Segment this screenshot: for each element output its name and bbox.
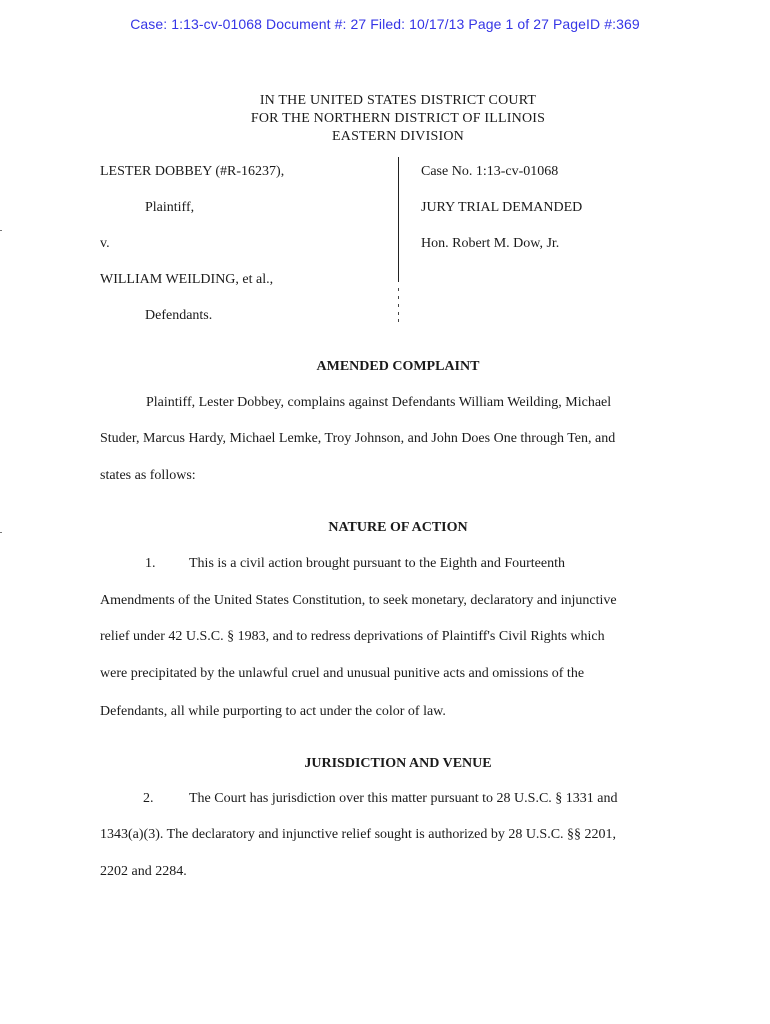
para1-line-5: Defendants, all while purporting to act under the color of law. (100, 704, 446, 719)
para2-line-3: 2202 and 2284. (100, 864, 187, 879)
paragraph-number-1: 1. (145, 556, 156, 571)
para1-line-1: This is a civil action brought pursuant to the Eighth and Fourteenth (189, 556, 565, 571)
plaintiff-name: LESTER DOBBEY (#R-16237), (100, 164, 285, 179)
caption-divider-dot (398, 304, 399, 307)
scan-margin-mark (0, 532, 2, 533)
intro-line-2: Studer, Marcus Hardy, Michael Lemke, Troy Johnson, and John Does One through Ten, and (100, 431, 616, 446)
caption-divider-dot (398, 319, 399, 322)
document-title: AMENDED COMPLAINT (316, 359, 480, 374)
caption-divider-dot (398, 296, 399, 299)
court-line-2: FOR THE NORTHERN DISTRICT OF ILLINOIS (250, 111, 546, 126)
court-line-1: IN THE UNITED STATES DISTRICT COURT (259, 93, 537, 108)
defendant-name: WILLIAM WEILDING, et al., (100, 272, 274, 287)
court-line-3: EASTERN DIVISION (332, 129, 464, 144)
caption-divider-dot (398, 288, 399, 291)
para2-line-2: 1343(a)(3). The declaratory and injunctive relief sought is authorized by 28 U.S.C. §§ 2201, (100, 827, 617, 842)
court-heading (0, 92, 770, 146)
defendant-role: Defendants. (145, 308, 213, 323)
para1-line-4: were precipitated by the unlawful cruel and unusual punitive acts and omissions of the (100, 666, 585, 681)
plaintiff-role: Plaintiff, (145, 200, 195, 215)
paragraph-number-2: 2. (143, 791, 154, 806)
judge-name: Hon. Robert M. Dow, Jr. (421, 236, 560, 251)
section-heading-nature: NATURE OF ACTION (328, 520, 468, 535)
jury-demand: JURY TRIAL DEMANDED (421, 200, 583, 215)
para1-line-2: Amendments of the United States Constitution, to seek monetary, declaratory and injunctive (100, 593, 617, 608)
section-heading-jurisdiction: JURISDICTION AND VENUE (304, 756, 492, 771)
para2-line-1: The Court has jurisdiction over this matter pursuant to 28 U.S.C. § 1331 and (189, 791, 618, 806)
scan-margin-mark (0, 230, 2, 231)
versus: v. (100, 236, 110, 251)
para1-line-3: relief under 42 U.S.C. § 1983, and to redress deprivations of Plaintiff's Civil Rights which (100, 629, 605, 644)
intro-line-1: Plaintiff, Lester Dobbey, complains against Defendants William Weilding, Michael (146, 395, 612, 410)
caption-divider (398, 157, 399, 282)
intro-line-3: states as follows: (100, 468, 196, 483)
case-header-stamp: Case: 1:13-cv-01068 Document #: 27 Filed: 10/17/13 Page 1 of 27 PageID #:369 (130, 16, 640, 32)
case-number: Case No. 1:13-cv-01068 (421, 164, 559, 179)
caption-divider-dot (398, 312, 399, 315)
